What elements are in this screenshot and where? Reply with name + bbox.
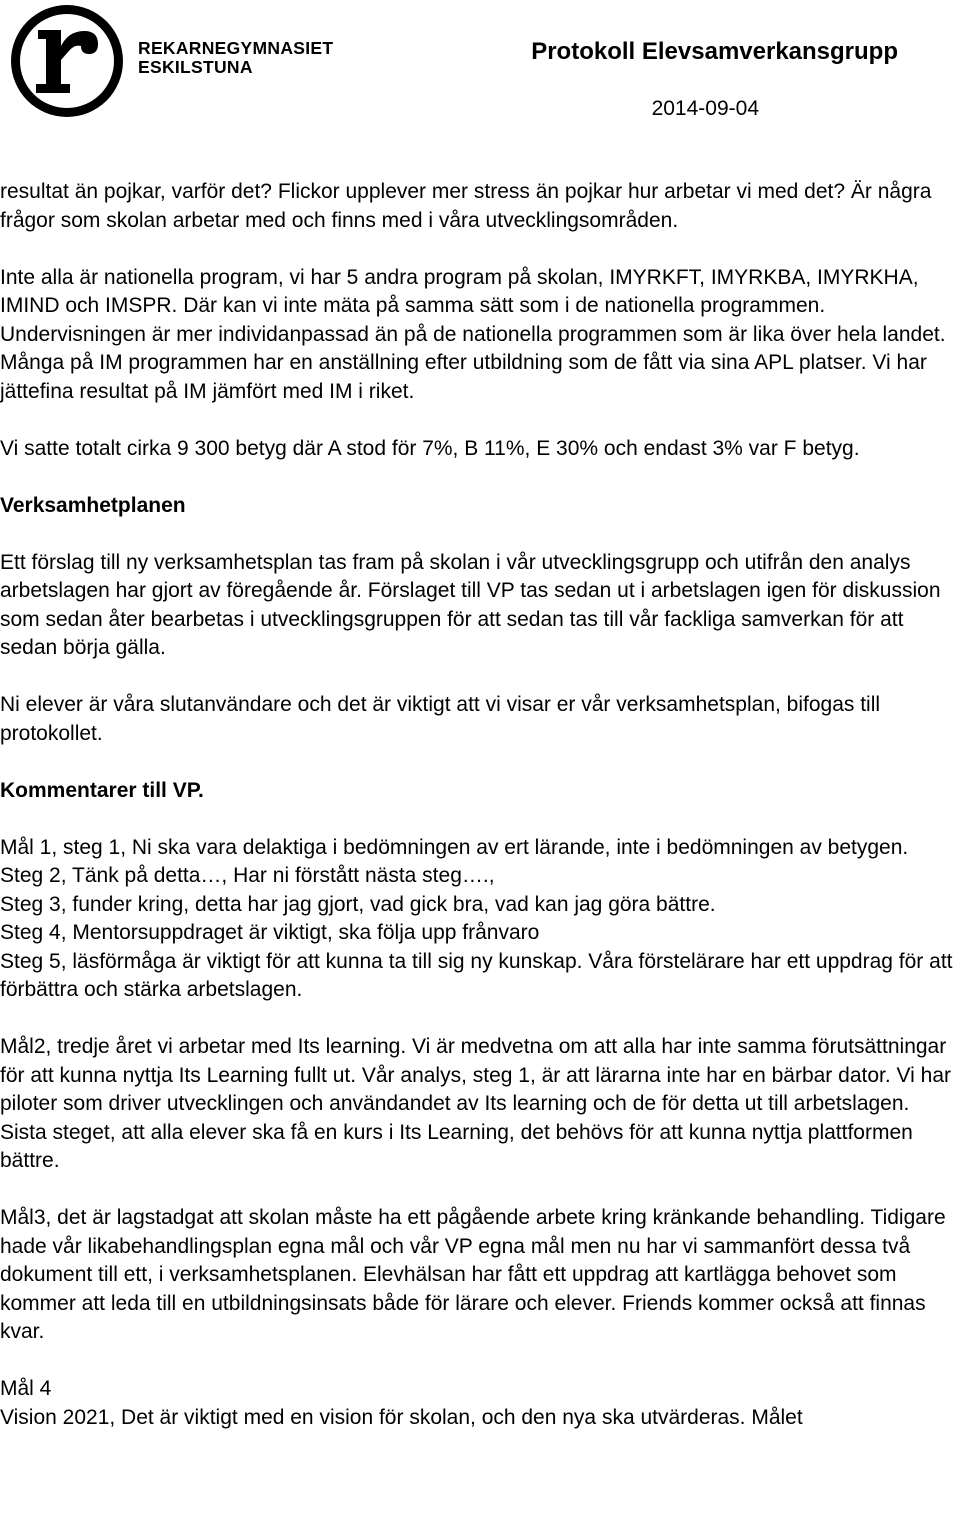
paragraph-students-end-users: Ni elever är våra slutanvändare och det är viktigt att vi visar er vår verksamhetsplan, bifogas till protokollet.: [0, 693, 881, 745]
document-header: [0, 0, 960, 150]
mal1-line: Steg 5, läsförmåga är viktigt för att kunna ta till sig ny kunskap. Våra förstelärare har ett uppdrag för att förbättra och stärka arbetslagen.: [0, 949, 953, 1001]
mal1-line: Steg 3, funder kring, detta har jag gjort, vad gick bra, vad kan jag göra bättre.: [0, 892, 716, 916]
paragraph-results-gender: resultat än pojkar, varför det? Flickor upplever mer stress än pojkar hur arbetar vi med det? Är några frågor som skolan arbetar med och finns med i våra utvecklingsområden.: [0, 180, 932, 232]
mal1-line: Steg 4, Mentorsuppdraget är viktigt, ska följa upp frånvaro: [0, 921, 540, 944]
school-logo-text: [138, 39, 333, 77]
heading-verksamhetplanen: Verksamhetplanen: [0, 493, 186, 517]
mal4-line: Mål 4: [0, 1377, 52, 1400]
paragraph-mal-3: Mål3, det är lagstadgat att skolan måste ha ett pågående arbete kring kränkande behandling. Tidigare hade vår likabehandlingsplan egna mål och vår VP egna mål men nu har vi sammanfört dessa två dokument till ett, i verksamhetsplanen. Elevhälsan har fått ett uppdrag att kartlägga behovet som kommer att leda till en utbildningsinsats både för lärare och elever. Friends kommer också att finnas kvar.: [0, 1206, 946, 1343]
paragraph-mal-2: Mål2, tredje året vi arbetar med Its learning. Vi är medvetna om att alla har inte samma förutsättningar för att kunna nyttja Its Learning fullt ut. Vår analys, steg 1, är att lärarna inte har en bärbar dator. Vi har piloter som driver utvecklingen och användandet av Its learning och de för detta ut till arbetslagen. Sista steget, att alla elever ska få en kurs i Its Learning, det behövs för att kunna nyttja plattformen bättre.: [0, 1035, 951, 1172]
mal1-line: Mål 1, steg 1, Ni ska vara delaktiga i bedömningen av ert lärande, inte i bedömningen av betygen.: [0, 835, 909, 859]
paragraph-vp-proposal: Ett förslag till ny verksamhetsplan tas fram på skolan i vår utvecklingsgrupp och utifrån den analys arbetslagen har gjort av föregående år. Förslaget till VP tas sedan ut i arbetslagen igen för diskussion som sedan åter bearbetas i utvecklingsgruppen för att sedan tas till vår fackliga samverkan för att sedan börja gälla.: [0, 550, 941, 659]
document-date: 2014-09-04: [651, 97, 759, 120]
document-title: Protokoll Elevsamverkansgrupp: [531, 38, 898, 65]
paragraph-mal-1: [0, 834, 960, 1005]
paragraph-grades: Vi satte totalt cirka 9 300 betyg där A stod för 7%, B 11%, E 30% och endast 3% var F betyg.: [0, 436, 860, 460]
document-body: [0, 178, 960, 1432]
logo-line-2: ESKILSTUNA: [138, 57, 253, 77]
mal4-line: Vision 2021, Det är viktigt med en vision för skolan, och den nya ska utvärderas. Målet: [0, 1405, 803, 1429]
heading-kommentarer: Kommentarer till VP.: [0, 778, 204, 802]
paragraph-im-programs: Inte alla är nationella program, vi har 5 andra program på skolan, IMYRKFT, IMYRKBA, IMYRKHA, IMIND och IMSPR. Där kan vi inte mäta på samma sätt som i de nationella programmen. Undervisningen är mer individanpassad än på de nationella programmen som är lika över hela landet. Många på IM programmen har en anställning efter utbildning som de fått via sina APL platser. Vi har jättefina resultat på IM jämfört med IM i riket.: [0, 265, 946, 403]
paragraph-mal-4: [0, 1375, 960, 1432]
logo-line-1: REKARNEGYMNASIET: [138, 38, 334, 58]
mal1-line: Steg 2, Tänk på detta…, Har ni förstått nästa steg….,: [0, 864, 495, 887]
school-logo-icon: [8, 2, 126, 120]
